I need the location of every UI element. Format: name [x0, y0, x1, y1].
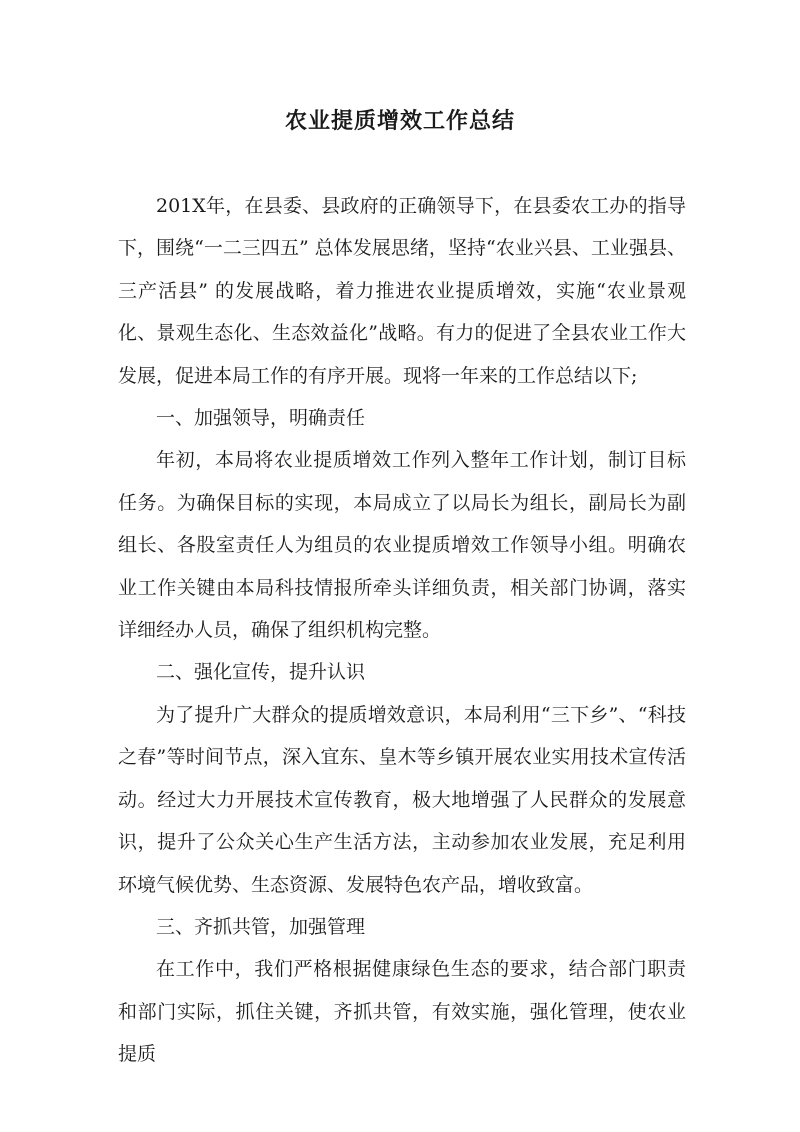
paragraph-section-3: 在工作中，我们严格根据健康绿色生态的要求，结合部门职责和部门实际，抓住关键，齐抓共管，有效实施，强化管理，使农业提质 [118, 958, 686, 1066]
section-heading-1: 一、加强领导，明确责任 [156, 407, 366, 430]
paragraph-intro: 201X年，在县委、县政府的正确领导下，在县委农工办的指导下，围绕“一二三四五” 总体发展思绪，坚持“农业兴县、工业强县、三产活县” 的发展战略，着力推进农业提质增效，实施“农业景观化、景观生态化、生态效益化”战略。有力的促进了全县农业工作大发展，促进本局工作的有序开展。现将一年来的工作总结以下; [118, 195, 686, 387]
paragraph-section-2: 为了提升广大群众的提质增效意识，本局利用“三下乡”、“科技之春”等时间节点，深入宜东、皇木等乡镇开展农业实用技术宣传活动。经过大力开展技术宣传教育，极大地增强了人民群众的发展意识，提升了公众关心生产生活方法，主动参加农业发展，充足利用环境气候优势、生态资源、发展特色农产品，增收致富。 [118, 703, 686, 896]
document-body [118, 185, 686, 1076]
section-heading-3: 三、齐抓共管，加强管理 [156, 915, 366, 938]
document-title: 农业提质增效工作总结 [284, 108, 515, 134]
paragraph-section-1: 年初，本局将农业提质增效工作列入整年工作计划，制订目标任务。为确保目标的实现，本局成立了以局长为组长，副局长为副组长、各股室责任人为组员的农业提质增效工作领导小组。明确农业工作关键由本局科技情报所牵头详细负责，相关部门协调，落实详细经办人员，确保了组织机构完整。 [118, 449, 686, 642]
section-heading-2: 二、强化宣传，提升认识 [156, 661, 366, 684]
